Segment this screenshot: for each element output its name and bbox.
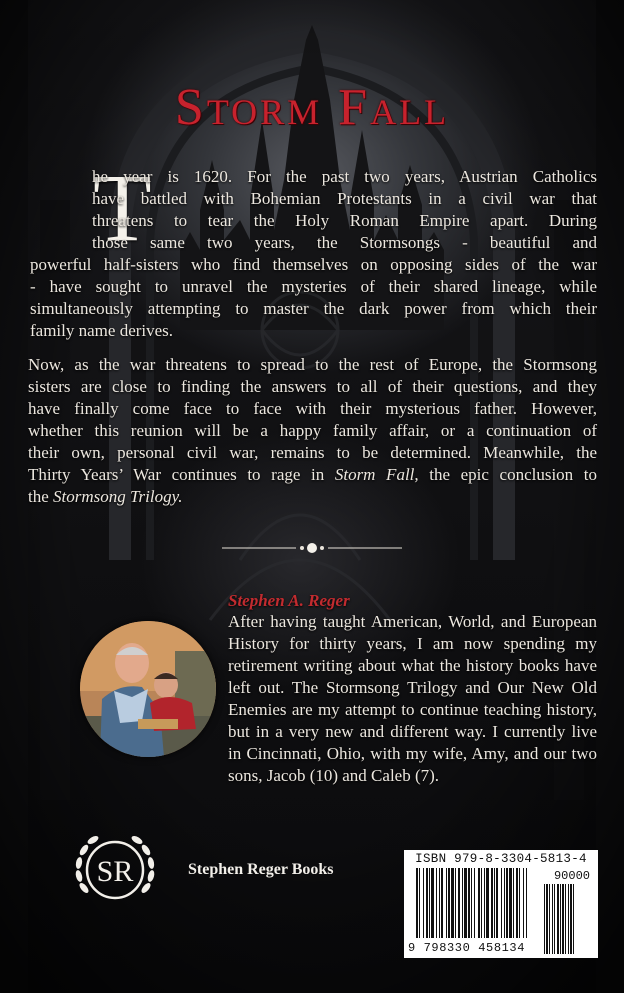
barcode-bar xyxy=(462,868,463,938)
price-code: 90000 xyxy=(553,869,590,883)
bio-line: After having taught American, World, and European xyxy=(228,612,597,631)
barcode-bar xyxy=(491,868,493,938)
barcode-bar xyxy=(436,868,437,938)
bio-line: History for thirty years, I am now spending my xyxy=(228,634,597,653)
synopsis-line: whether this reunion will be a happy family affair, or a continuation of xyxy=(28,421,597,440)
author-bio xyxy=(228,611,597,787)
barcode-bar xyxy=(506,868,508,938)
synopsis-line: have battled with Bohemian Protestants in a civil war that xyxy=(92,189,597,208)
barcode-bar xyxy=(448,868,450,938)
barcode-bar xyxy=(455,868,456,938)
synopsis-text: the epic conclusion to xyxy=(418,465,597,484)
synopsis-line: family name derives. xyxy=(30,321,174,340)
trilogy-title-italic: Stormsong Trilogy. xyxy=(53,487,183,506)
barcode-bar xyxy=(441,868,443,938)
barcode-bar xyxy=(431,868,434,938)
isbn-label: ISBN 979-8-3304-5813-4 xyxy=(415,852,587,866)
barcode-bar xyxy=(526,868,527,938)
synopsis-line: he year is 1620. For the past two years, Austrian Catholics xyxy=(92,167,597,186)
synopsis-line: their own, personal civil war, remains to be determined. Meanwhile, the xyxy=(28,443,597,462)
barcode-bar xyxy=(484,868,485,938)
publisher-name: Stephen Reger Books xyxy=(188,861,334,878)
publisher-logo xyxy=(72,826,158,912)
barcode-bar xyxy=(439,868,440,938)
barcode-bar xyxy=(474,868,475,938)
barcode-bar xyxy=(471,868,472,938)
barcode-bar xyxy=(446,868,447,938)
barcode-bar xyxy=(464,868,467,938)
synopsis-line: - have sought to unravel the mysteries of their shared lineage, while xyxy=(30,277,597,296)
barcode-bar xyxy=(509,868,512,938)
ean-digits: 9 798330 458134 xyxy=(408,941,526,955)
barcode-bar xyxy=(426,868,428,938)
synopsis-line xyxy=(28,486,597,508)
synopsis-line xyxy=(28,464,597,486)
author-name: Stephen A. Reger xyxy=(228,591,350,610)
author-photo xyxy=(80,621,216,757)
synopsis-line: powerful half-sisters who find themselves on opposing sides of the war xyxy=(30,255,597,274)
author-photo-illustration xyxy=(80,621,216,757)
drop-cap: T xyxy=(93,154,152,261)
bio-line: sons, Jacob (10) and Caleb (7). xyxy=(228,766,440,785)
barcode-bar xyxy=(504,868,505,938)
bio-line: in Cincinnati, Ohio, with my wife, Amy, and our two xyxy=(228,744,597,763)
barcode-bar xyxy=(501,868,502,938)
barcode-bar xyxy=(423,868,424,938)
isbn-barcode xyxy=(404,850,598,958)
barcode-bar xyxy=(481,868,482,938)
barcode-bar xyxy=(494,868,495,938)
synopsis-paragraph-2 xyxy=(28,354,597,508)
synopsis-line: Now, as the war threatens to spread to the rest of Europe, the Stormsong xyxy=(28,355,597,374)
bio-line: Enemies are my attempt to continue teaching history, xyxy=(228,700,597,719)
synopsis-line: simultaneously attempting to master the dark power from which their xyxy=(30,299,597,318)
synopsis-line: sisters are close to finding the answers to all of their questions, and they xyxy=(28,377,597,396)
ornament-divider xyxy=(222,540,402,556)
barcode-bar xyxy=(451,868,454,938)
barcode-bar xyxy=(458,868,460,938)
synopsis-line: have finally come face to face with their mysterious father. However, xyxy=(28,399,597,418)
synopsis-line: threatens to tear the Holy Roman Empire apart. During xyxy=(92,211,597,230)
barcode-bar xyxy=(478,868,480,938)
bio-line: retirement writing about what the history books have xyxy=(228,656,597,675)
barcode-bar xyxy=(516,868,518,938)
barcode-bar xyxy=(523,868,524,938)
book-title: Storm Fall xyxy=(174,79,450,136)
bio-line: but in a very new and different way. I currently live xyxy=(228,722,597,741)
barcode-bar xyxy=(496,868,498,938)
barcode-bar xyxy=(416,868,418,938)
barcode-bar xyxy=(486,868,489,938)
synopsis-text: the xyxy=(28,487,54,506)
book-title-italic: Storm Fall, xyxy=(334,465,419,484)
logo-monogram: SR xyxy=(96,855,134,888)
barcode-bar xyxy=(419,868,420,938)
synopsis-line: those same two years, the Stormsongs - beautiful and xyxy=(92,233,597,252)
bio-line: left out. The Stormsong Trilogy and Our New Old xyxy=(228,678,597,697)
barcode-bar xyxy=(513,868,514,938)
barcode-bar xyxy=(429,868,430,938)
synopsis-paragraph-1 xyxy=(30,166,597,342)
barcode-bar xyxy=(468,868,470,938)
synopsis-text: Thirty Years’ War continues to rage in xyxy=(28,465,335,484)
barcode-bar xyxy=(519,868,520,938)
